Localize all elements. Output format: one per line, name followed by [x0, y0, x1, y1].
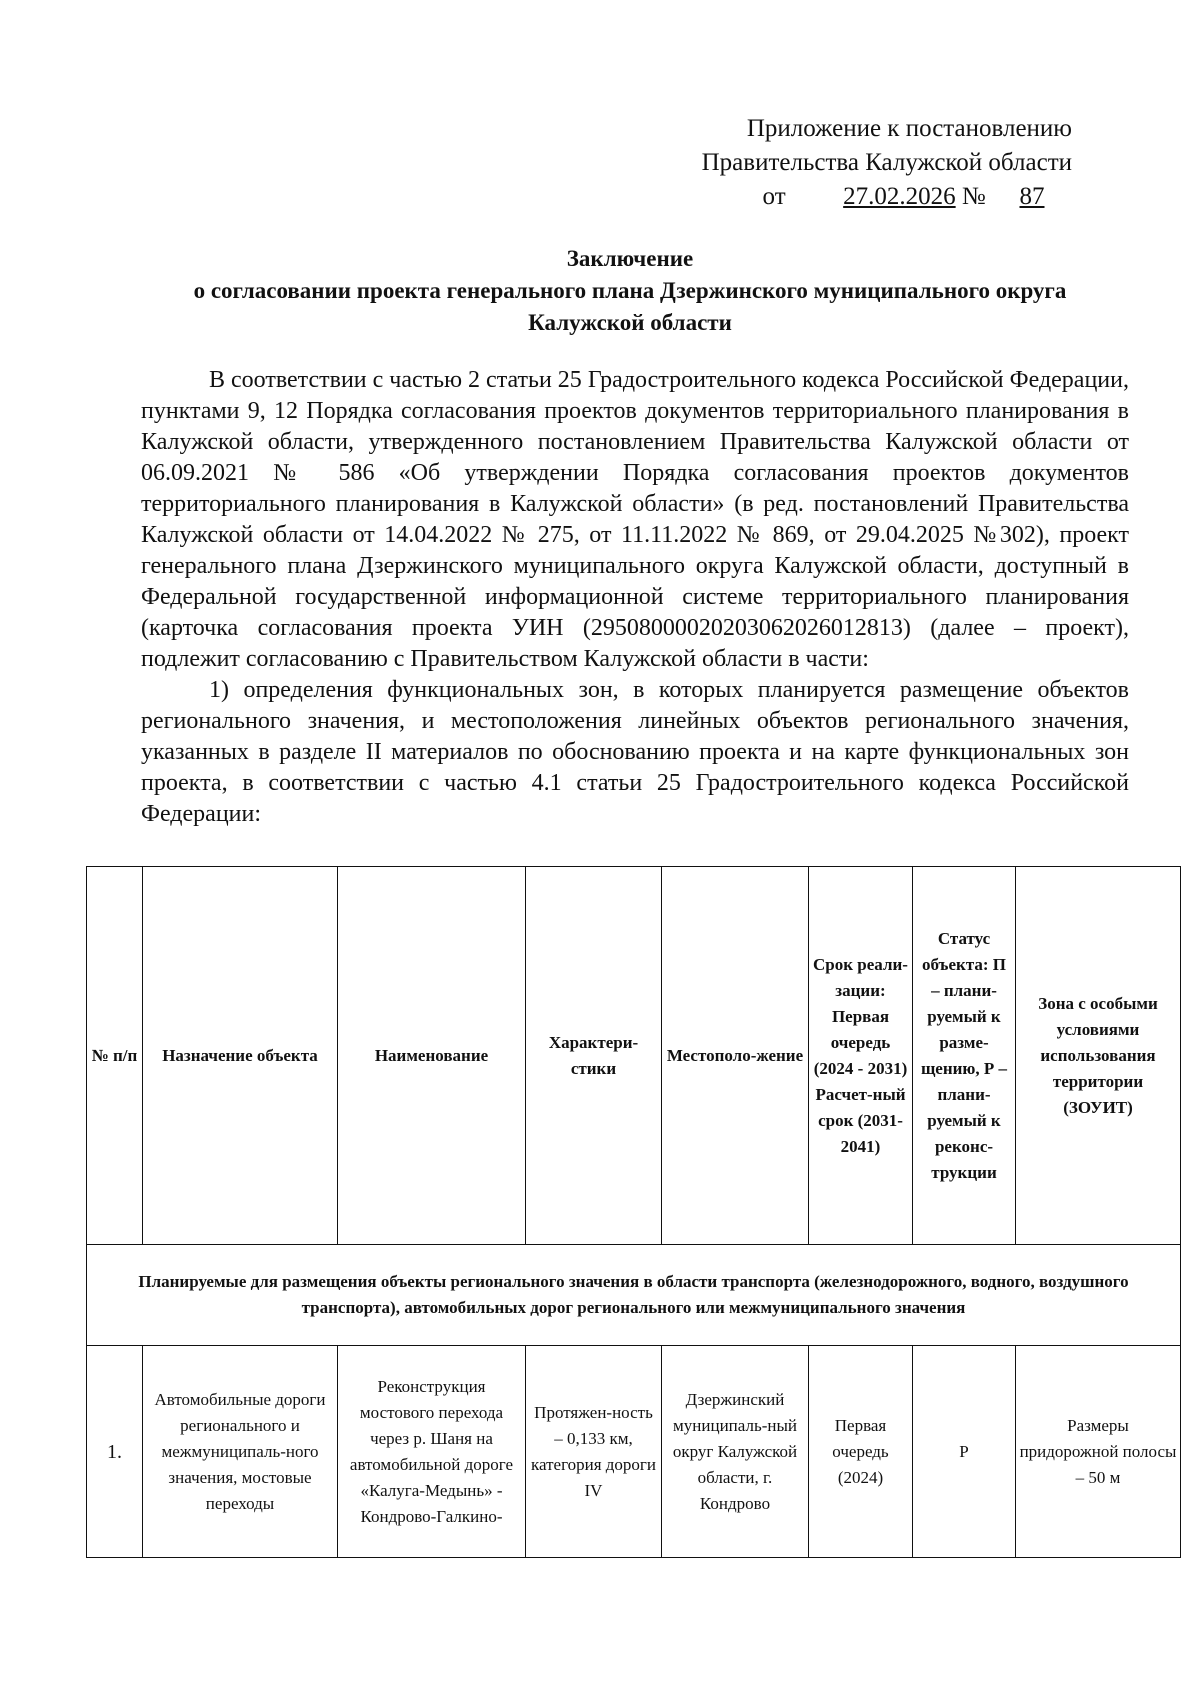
header-name: Наименование	[338, 867, 526, 1245]
cell-purpose: Автомобильные дороги регионального и межмуниципаль-ного значения, мостовые переходы	[143, 1346, 338, 1558]
table-section-row	[87, 1245, 1181, 1346]
document-body	[141, 365, 1129, 830]
header-location: Местополо-жение	[662, 867, 809, 1245]
header-purpose: Назначение объекта	[143, 867, 338, 1245]
order-date: 27.02.2026	[843, 183, 956, 210]
table-row	[87, 1346, 1181, 1558]
header-term: Срок реали-зации: Первая очередь (2024 - 2031) Расчет-ный срок (2031-2041)	[809, 867, 913, 1245]
header-number: № п/п	[87, 867, 143, 1245]
header-zone: Зона с особыми условиями использования территории (ЗОУИТ)	[1016, 867, 1181, 1245]
document-header	[702, 112, 1072, 214]
cell-status: Р	[913, 1346, 1016, 1558]
header-status: Статус объекта: П – плани-руемый к разме-щению, Р – плани-руемый к реконс-трукции	[913, 867, 1016, 1245]
title-subheading: о согласовании проекта генерального плана Дзержинского муниципального округа Калужской области	[193, 278, 1067, 335]
header-line-1: Приложение к постановлению	[746, 115, 1072, 142]
body-paragraph-2: 1) определения функциональных зон, в которых планируется размещение объектов регионального значения, и местоположения линейных объектов регионального значения, указанных в разделе II материалов по обоснованию проекта и на карте функциональных зон проекта, в соответствии с частью 4.1 статьи 25 Градостроительного кодекса Российской Федерации:	[141, 677, 1129, 827]
objects-table	[86, 866, 1181, 1558]
body-paragraph-1: В соответствии с частью 2 статьи 25 Градостроительного кодекса Российской Федерации, пунктами 9, 12 Порядка согласования проектов документов территориального планирования в Калужской области, утвержденного постановлением Правительства Калужской области от 06.09.2021 № 586 «Об утверждении Порядка согласования проектов документов территориального планирования в Калужской области» (в ред. постановлений Правительства Калужской области от 14.04.2022 № 275, от 11.11.2022 № 869, от 29.04.2025 №302), проект генерального плана Дзержинского муниципального округа Калужской области, доступный в Федеральной государственной информационной системе территориального планирования (карточка согласования проекта УИН (29508000020203062026012813) (далее – проект), подлежит согласованию с Правительством Калужской области в части:	[141, 367, 1129, 672]
cell-term: Первая очередь (2024)	[809, 1346, 913, 1558]
document-title	[150, 243, 1110, 339]
cell-name: Реконструкция мостового перехода через р. Шаня на автомобильной дороге «Калуга-Медынь» - Кондрово-Галкино-	[338, 1346, 526, 1558]
order-reference	[702, 180, 1072, 214]
header-characteristics: Характери-стики	[526, 867, 662, 1245]
table-header-row	[87, 867, 1181, 1245]
section-title: Планируемые для размещения объекты регионального значения в области транспорта (железнодорожного, водного, воздушного транспорта), автомобильных дорог регионального или межмуниципального значения	[87, 1245, 1181, 1346]
cell-location: Дзержинский муниципаль-ный округ Калужской области, г. Кондрово	[662, 1346, 809, 1558]
cell-characteristics: Протяжен-ность – 0,133 км, категория дороги IV	[526, 1346, 662, 1558]
date-prefix: от	[762, 183, 786, 210]
number-prefix: №	[961, 183, 986, 210]
title-heading: Заключение	[566, 246, 694, 271]
cell-number: 1.	[87, 1346, 143, 1558]
header-line-2: Правительства Калужской области	[701, 149, 1072, 176]
order-number: 87	[1019, 183, 1045, 210]
cell-zone: Размеры придорожной полосы – 50 м	[1016, 1346, 1181, 1558]
